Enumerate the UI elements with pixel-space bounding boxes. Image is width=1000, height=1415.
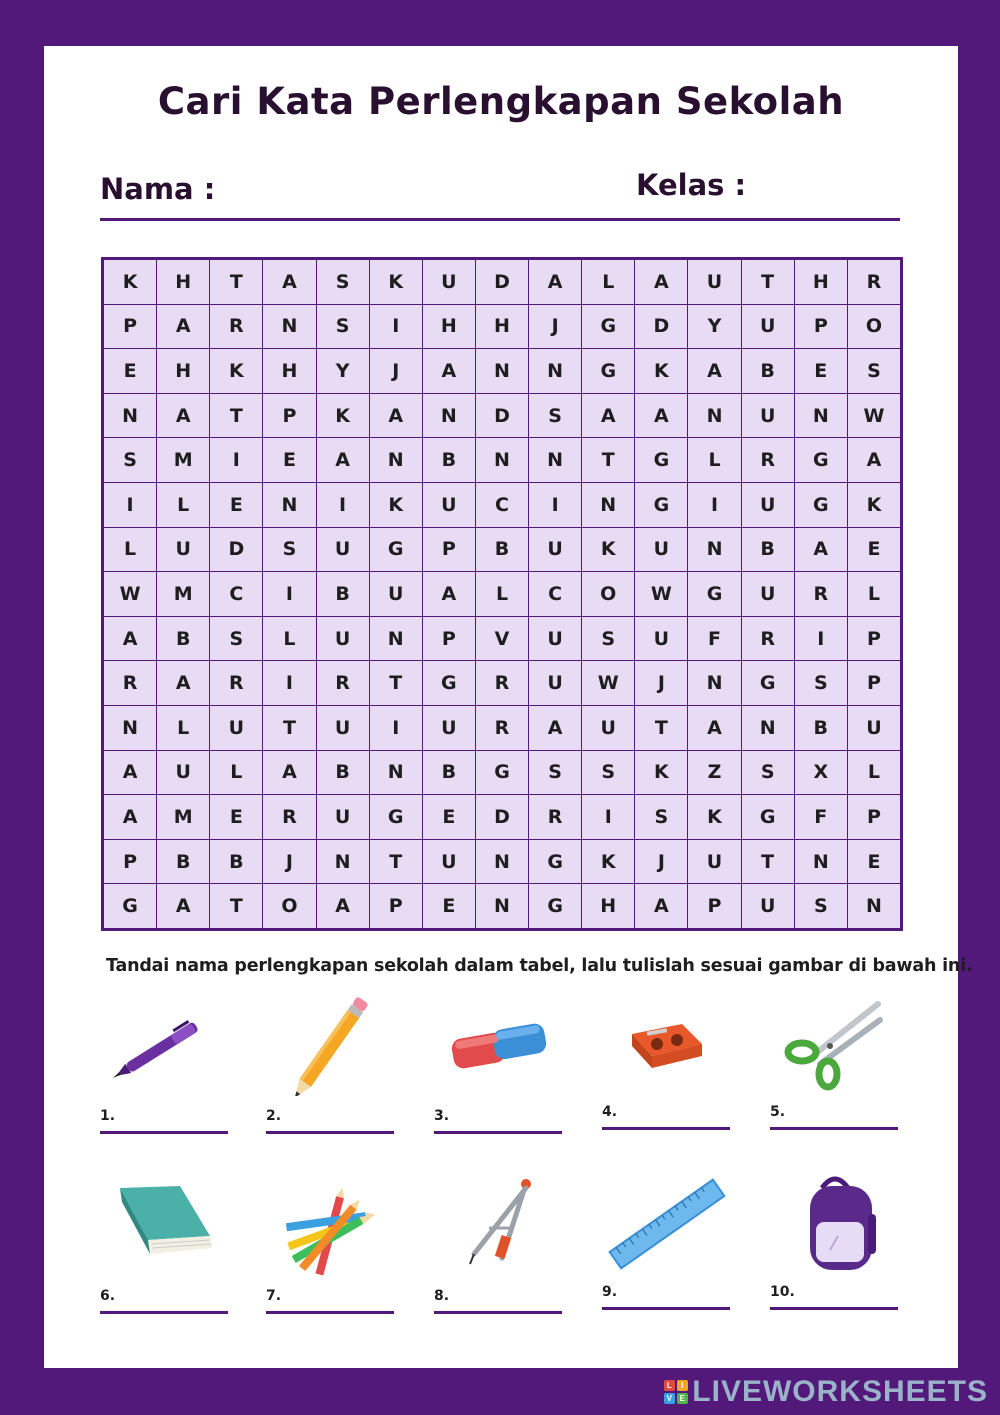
grid-cell[interactable]: I bbox=[210, 438, 262, 482]
grid-cell[interactable]: G bbox=[476, 751, 528, 795]
grid-cell[interactable]: A bbox=[157, 305, 209, 349]
item-number: 8. bbox=[434, 1288, 450, 1304]
watermark bbox=[664, 1375, 988, 1409]
grid-cell[interactable]: A bbox=[848, 438, 900, 482]
grid-cell[interactable]: P bbox=[370, 884, 422, 928]
grid-cell[interactable]: D bbox=[210, 528, 262, 572]
grid-cell[interactable]: B bbox=[742, 349, 794, 393]
grid-cell[interactable]: B bbox=[476, 528, 528, 572]
grid-cell[interactable]: U bbox=[688, 840, 740, 884]
grid-cell[interactable]: S bbox=[317, 260, 369, 304]
grid-cell[interactable]: U bbox=[688, 260, 740, 304]
grid-cell[interactable]: G bbox=[795, 483, 847, 527]
grid-cell[interactable]: K bbox=[635, 751, 687, 795]
grid-cell[interactable]: L bbox=[582, 260, 634, 304]
grid-cell[interactable]: E bbox=[848, 528, 900, 572]
compass-icon bbox=[434, 1176, 564, 1276]
grid-cell[interactable]: I bbox=[688, 483, 740, 527]
grid-cell[interactable]: H bbox=[263, 349, 315, 393]
grid-cell[interactable]: A bbox=[635, 394, 687, 438]
grid-cell[interactable]: W bbox=[848, 394, 900, 438]
grid-cell[interactable]: U bbox=[157, 528, 209, 572]
grid-cell[interactable]: M bbox=[157, 438, 209, 482]
grid-cell[interactable]: G bbox=[423, 661, 475, 705]
answer-field[interactable] bbox=[266, 1108, 394, 1134]
name-class-row bbox=[100, 168, 900, 221]
grid-cell[interactable]: F bbox=[688, 617, 740, 661]
grid-cell[interactable]: P bbox=[263, 394, 315, 438]
answer-field[interactable] bbox=[770, 1284, 898, 1310]
grid-cell[interactable]: N bbox=[795, 394, 847, 438]
grid-cell[interactable]: B bbox=[742, 528, 794, 572]
grid-cell[interactable]: T bbox=[635, 706, 687, 750]
grid-cell[interactable]: R bbox=[742, 438, 794, 482]
grid-cell[interactable]: C bbox=[529, 572, 581, 616]
grid-cell[interactable]: H bbox=[157, 349, 209, 393]
grid-cell[interactable]: P bbox=[104, 305, 156, 349]
grid-cell[interactable]: R bbox=[317, 661, 369, 705]
grid-cell[interactable]: A bbox=[582, 394, 634, 438]
grid-cell[interactable]: A bbox=[688, 349, 740, 393]
grid-cell[interactable]: N bbox=[476, 840, 528, 884]
grid-cell[interactable]: N bbox=[370, 438, 422, 482]
grid-cell[interactable]: H bbox=[476, 305, 528, 349]
grid-cell[interactable]: D bbox=[476, 795, 528, 839]
grid-cell[interactable]: E bbox=[423, 795, 475, 839]
grid-cell[interactable]: K bbox=[688, 795, 740, 839]
grid-cell[interactable]: E bbox=[104, 349, 156, 393]
grid-cell[interactable]: B bbox=[210, 840, 262, 884]
grid-cell[interactable]: C bbox=[210, 572, 262, 616]
grid-cell[interactable]: W bbox=[635, 572, 687, 616]
answer-item-3 bbox=[434, 996, 564, 1136]
grid-cell[interactable]: Y bbox=[688, 305, 740, 349]
answer-item-5 bbox=[770, 994, 900, 1134]
grid-cell[interactable]: T bbox=[742, 840, 794, 884]
grid-cell[interactable]: E bbox=[848, 840, 900, 884]
grid-cell[interactable]: K bbox=[582, 528, 634, 572]
answer-field[interactable] bbox=[602, 1104, 730, 1130]
answer-field[interactable] bbox=[100, 1288, 228, 1314]
grid-cell[interactable]: S bbox=[635, 795, 687, 839]
grid-cell[interactable]: U bbox=[529, 661, 581, 705]
grid-cell[interactable]: N bbox=[688, 394, 740, 438]
grid-cell[interactable]: I bbox=[795, 617, 847, 661]
grid-cell[interactable]: G bbox=[795, 438, 847, 482]
grid-cell[interactable]: U bbox=[848, 706, 900, 750]
grid-cell[interactable]: Y bbox=[317, 349, 369, 393]
grid-cell[interactable]: A bbox=[263, 260, 315, 304]
sharpener-icon bbox=[602, 994, 732, 1094]
grid-cell[interactable]: B bbox=[795, 706, 847, 750]
grid-cell[interactable]: E bbox=[210, 795, 262, 839]
grid-cell[interactable]: G bbox=[582, 305, 634, 349]
grid-cell[interactable]: A bbox=[157, 661, 209, 705]
grid-cell[interactable]: U bbox=[635, 528, 687, 572]
grid-cell[interactable]: G bbox=[742, 661, 794, 705]
grid-cell[interactable]: U bbox=[529, 617, 581, 661]
grid-cell[interactable]: A bbox=[370, 394, 422, 438]
grid-cell[interactable]: U bbox=[423, 706, 475, 750]
watermark-text: LIVEWORKSHEETS bbox=[692, 1375, 988, 1408]
grid-cell[interactable]: K bbox=[104, 260, 156, 304]
book-icon bbox=[100, 1176, 230, 1276]
grid-cell[interactable]: G bbox=[370, 528, 422, 572]
grid-cell[interactable]: N bbox=[476, 349, 528, 393]
answer-item-1 bbox=[100, 996, 230, 1136]
grid-cell[interactable]: U bbox=[529, 528, 581, 572]
grid-cell[interactable]: B bbox=[317, 751, 369, 795]
grid-cell[interactable]: R bbox=[210, 661, 262, 705]
grid-cell[interactable]: L bbox=[210, 751, 262, 795]
grid-cell[interactable]: N bbox=[263, 483, 315, 527]
grid-cell[interactable]: A bbox=[423, 572, 475, 616]
grid-cell[interactable]: J bbox=[635, 840, 687, 884]
grid-cell[interactable]: F bbox=[795, 795, 847, 839]
grid-cell[interactable]: G bbox=[529, 884, 581, 928]
grid-cell[interactable]: K bbox=[635, 349, 687, 393]
grid-cell[interactable]: I bbox=[529, 483, 581, 527]
grid-cell[interactable]: D bbox=[476, 394, 528, 438]
grid-cell[interactable]: J bbox=[370, 349, 422, 393]
grid-cell[interactable]: A bbox=[317, 438, 369, 482]
item-number: 10. bbox=[770, 1284, 795, 1300]
grid-cell[interactable]: R bbox=[104, 661, 156, 705]
grid-cell[interactable]: U bbox=[742, 572, 794, 616]
answer-item-10 bbox=[770, 1174, 900, 1314]
grid-cell[interactable]: O bbox=[582, 572, 634, 616]
page-title: Cari Kata Perlengkapan Sekolah bbox=[157, 80, 845, 123]
grid-cell[interactable]: N bbox=[582, 483, 634, 527]
class-label: Kelas : bbox=[636, 168, 747, 202]
grid-cell[interactable]: R bbox=[476, 706, 528, 750]
grid-cell[interactable]: D bbox=[635, 305, 687, 349]
grid-cell[interactable]: I bbox=[370, 305, 422, 349]
grid-cell[interactable]: G bbox=[635, 483, 687, 527]
grid-cell[interactable]: U bbox=[317, 706, 369, 750]
grid-cell[interactable]: L bbox=[263, 617, 315, 661]
grid-cell[interactable]: O bbox=[848, 305, 900, 349]
grid-cell[interactable]: T bbox=[370, 661, 422, 705]
grid-cell[interactable]: G bbox=[582, 349, 634, 393]
grid-cell[interactable]: U bbox=[742, 884, 794, 928]
grid-cell[interactable]: M bbox=[157, 795, 209, 839]
scissors-icon bbox=[770, 994, 900, 1094]
grid-cell[interactable]: U bbox=[742, 305, 794, 349]
grid-cell[interactable]: K bbox=[317, 394, 369, 438]
grid-cell[interactable]: N bbox=[476, 438, 528, 482]
grid-cell[interactable]: T bbox=[210, 884, 262, 928]
answer-item-2 bbox=[266, 996, 396, 1136]
grid-cell[interactable]: B bbox=[423, 438, 475, 482]
grid-cell[interactable]: A bbox=[157, 394, 209, 438]
grid-cell[interactable]: U bbox=[423, 260, 475, 304]
grid-cell[interactable]: S bbox=[529, 751, 581, 795]
grid-cell[interactable]: L bbox=[476, 572, 528, 616]
grid-cell[interactable]: P bbox=[795, 305, 847, 349]
grid-cell[interactable]: B bbox=[157, 617, 209, 661]
grid-cell[interactable]: W bbox=[582, 661, 634, 705]
grid-cell[interactable]: S bbox=[263, 528, 315, 572]
pen-icon bbox=[100, 996, 230, 1096]
grid-cell[interactable]: T bbox=[370, 840, 422, 884]
grid-cell[interactable]: A bbox=[317, 884, 369, 928]
grid-cell[interactable]: I bbox=[370, 706, 422, 750]
colored-pencils-icon bbox=[266, 1176, 396, 1276]
grid-cell[interactable]: T bbox=[582, 438, 634, 482]
grid-cell[interactable]: A bbox=[104, 751, 156, 795]
answer-field[interactable] bbox=[602, 1284, 730, 1310]
grid-cell[interactable]: N bbox=[263, 305, 315, 349]
grid-cell[interactable]: S bbox=[742, 751, 794, 795]
grid-cell[interactable]: I bbox=[582, 795, 634, 839]
grid-cell[interactable]: U bbox=[742, 483, 794, 527]
grid-cell[interactable]: A bbox=[529, 260, 581, 304]
item-number: 6. bbox=[100, 1288, 116, 1304]
grid-cell[interactable]: A bbox=[423, 349, 475, 393]
grid-cell[interactable]: H bbox=[582, 884, 634, 928]
grid-cell[interactable]: N bbox=[795, 840, 847, 884]
grid-cell[interactable]: R bbox=[476, 661, 528, 705]
grid-cell[interactable]: A bbox=[635, 260, 687, 304]
grid-cell[interactable]: W bbox=[104, 572, 156, 616]
grid-cell[interactable]: P bbox=[848, 661, 900, 705]
grid-cell[interactable]: N bbox=[104, 394, 156, 438]
grid-cell[interactable]: P bbox=[848, 795, 900, 839]
grid-cell[interactable]: V bbox=[476, 617, 528, 661]
grid-cell[interactable]: S bbox=[104, 438, 156, 482]
grid-cell[interactable]: T bbox=[742, 260, 794, 304]
grid-cell[interactable]: N bbox=[423, 394, 475, 438]
grid-cell[interactable]: G bbox=[635, 438, 687, 482]
grid-cell[interactable]: G bbox=[104, 884, 156, 928]
grid-cell[interactable]: L bbox=[848, 572, 900, 616]
answer-field[interactable] bbox=[100, 1108, 228, 1134]
grid-cell[interactable]: U bbox=[317, 528, 369, 572]
grid-cell[interactable]: I bbox=[317, 483, 369, 527]
grid-cell[interactable]: S bbox=[582, 617, 634, 661]
grid-cell[interactable]: H bbox=[423, 305, 475, 349]
answer-item-8 bbox=[434, 1176, 564, 1316]
item-number: 1. bbox=[100, 1108, 116, 1124]
grid-cell[interactable]: N bbox=[104, 706, 156, 750]
grid-cell[interactable]: E bbox=[795, 349, 847, 393]
worksheet bbox=[44, 46, 973, 1368]
grid-cell[interactable]: U bbox=[317, 617, 369, 661]
grid-cell[interactable]: N bbox=[688, 528, 740, 572]
grid-cell[interactable]: I bbox=[104, 483, 156, 527]
grid-cell[interactable]: A bbox=[529, 706, 581, 750]
answer-field[interactable] bbox=[434, 1108, 562, 1134]
grid-cell[interactable]: G bbox=[370, 795, 422, 839]
grid-cell[interactable]: D bbox=[476, 260, 528, 304]
grid-cell[interactable]: T bbox=[210, 394, 262, 438]
answer-item-6 bbox=[100, 1176, 230, 1316]
grid-cell[interactable]: A bbox=[263, 751, 315, 795]
liveworksheets-logo-icon: L I V E bbox=[664, 1380, 688, 1404]
grid-cell[interactable]: J bbox=[529, 305, 581, 349]
item-number: 3. bbox=[434, 1108, 450, 1124]
name-label: Nama : bbox=[100, 172, 216, 206]
grid-cell[interactable]: R bbox=[742, 617, 794, 661]
grid-cell[interactable]: C bbox=[476, 483, 528, 527]
grid-cell[interactable]: K bbox=[370, 483, 422, 527]
grid-cell[interactable]: U bbox=[582, 706, 634, 750]
grid-cell[interactable]: U bbox=[423, 483, 475, 527]
answer-item-9 bbox=[602, 1174, 732, 1314]
item-number: 4. bbox=[602, 1104, 618, 1120]
grid-cell[interactable]: B bbox=[157, 840, 209, 884]
grid-cell[interactable]: L bbox=[157, 483, 209, 527]
grid-cell[interactable]: U bbox=[210, 706, 262, 750]
grid-cell[interactable]: G bbox=[688, 572, 740, 616]
grid-cell[interactable]: S bbox=[210, 617, 262, 661]
grid-cell[interactable]: M bbox=[157, 572, 209, 616]
grid-cell[interactable]: T bbox=[210, 260, 262, 304]
grid-cell[interactable]: N bbox=[688, 661, 740, 705]
grid-cell[interactable]: S bbox=[795, 884, 847, 928]
grid-cell[interactable]: A bbox=[795, 528, 847, 572]
grid-cell[interactable]: U bbox=[370, 572, 422, 616]
grid-cell[interactable]: S bbox=[848, 349, 900, 393]
grid-cell[interactable]: S bbox=[582, 751, 634, 795]
grid-cell[interactable]: S bbox=[529, 394, 581, 438]
grid-cell[interactable]: N bbox=[317, 840, 369, 884]
grid-cell[interactable]: E bbox=[423, 884, 475, 928]
grid-cell[interactable]: S bbox=[795, 661, 847, 705]
item-number: 2. bbox=[266, 1108, 282, 1124]
grid-cell[interactable]: R bbox=[263, 795, 315, 839]
grid-cell[interactable]: K bbox=[582, 840, 634, 884]
grid-cell[interactable]: R bbox=[795, 572, 847, 616]
answer-field[interactable] bbox=[266, 1288, 394, 1314]
grid-cell[interactable]: N bbox=[529, 438, 581, 482]
grid-cell[interactable]: A bbox=[688, 706, 740, 750]
grid-cell[interactable]: J bbox=[263, 840, 315, 884]
grid-cell[interactable]: B bbox=[423, 751, 475, 795]
grid-cell[interactable]: N bbox=[370, 751, 422, 795]
grid-cell[interactable]: J bbox=[635, 661, 687, 705]
grid-cell[interactable]: L bbox=[688, 438, 740, 482]
answer-field[interactable] bbox=[770, 1104, 898, 1130]
grid-cell[interactable]: H bbox=[795, 260, 847, 304]
grid-cell[interactable]: R bbox=[848, 260, 900, 304]
grid-cell[interactable]: N bbox=[476, 884, 528, 928]
grid-cell[interactable]: R bbox=[529, 795, 581, 839]
instruction-text: Tandai nama perlengkapan sekolah dalam tabel, lalu tulislah sesuai gambar di bawah ini. bbox=[106, 956, 973, 976]
grid-cell[interactable]: A bbox=[157, 884, 209, 928]
grid-cell[interactable]: L bbox=[848, 751, 900, 795]
grid-cell[interactable]: U bbox=[742, 394, 794, 438]
grid-cell[interactable]: U bbox=[635, 617, 687, 661]
grid-cell[interactable]: P bbox=[104, 840, 156, 884]
grid-cell[interactable]: I bbox=[263, 572, 315, 616]
item-number: 5. bbox=[770, 1104, 786, 1120]
grid-cell[interactable]: K bbox=[210, 349, 262, 393]
grid-cell[interactable]: G bbox=[529, 840, 581, 884]
grid-cell[interactable]: L bbox=[104, 528, 156, 572]
grid-cell[interactable]: N bbox=[529, 349, 581, 393]
grid-cell[interactable]: Z bbox=[688, 751, 740, 795]
grid-cell[interactable]: A bbox=[104, 795, 156, 839]
grid-cell[interactable]: T bbox=[263, 706, 315, 750]
word-search-grid bbox=[101, 257, 903, 931]
grid-cell[interactable]: I bbox=[263, 661, 315, 705]
ruler-icon bbox=[602, 1174, 732, 1274]
grid-cell[interactable]: S bbox=[317, 305, 369, 349]
answer-item-7 bbox=[266, 1176, 396, 1316]
answer-field[interactable] bbox=[434, 1288, 562, 1314]
grid-cell[interactable]: P bbox=[423, 528, 475, 572]
grid-cell[interactable]: G bbox=[742, 795, 794, 839]
grid-cell[interactable]: U bbox=[423, 840, 475, 884]
backpack-icon bbox=[770, 1174, 900, 1274]
grid-cell[interactable]: A bbox=[104, 617, 156, 661]
grid-cell[interactable]: N bbox=[742, 706, 794, 750]
grid-cell[interactable]: A bbox=[635, 884, 687, 928]
grid-cell[interactable]: N bbox=[370, 617, 422, 661]
grid-cell[interactable]: X bbox=[795, 751, 847, 795]
grid-cell[interactable]: H bbox=[157, 260, 209, 304]
item-number: 9. bbox=[602, 1284, 618, 1300]
grid-cell[interactable]: U bbox=[317, 795, 369, 839]
grid-cell[interactable]: O bbox=[263, 884, 315, 928]
grid-cell[interactable]: E bbox=[210, 483, 262, 527]
grid-cell[interactable]: K bbox=[370, 260, 422, 304]
grid-cell[interactable]: P bbox=[688, 884, 740, 928]
grid-cell[interactable]: U bbox=[157, 751, 209, 795]
item-number: 7. bbox=[266, 1288, 282, 1304]
grid-cell[interactable]: B bbox=[317, 572, 369, 616]
grid-cell[interactable]: K bbox=[848, 483, 900, 527]
grid-cell[interactable]: R bbox=[210, 305, 262, 349]
pencil-icon bbox=[266, 996, 396, 1096]
answer-item-4 bbox=[602, 994, 732, 1134]
grid-cell[interactable]: E bbox=[263, 438, 315, 482]
eraser-icon bbox=[434, 996, 564, 1096]
grid-cell[interactable]: P bbox=[848, 617, 900, 661]
grid-cell[interactable]: L bbox=[157, 706, 209, 750]
grid-cell[interactable]: P bbox=[423, 617, 475, 661]
grid-cell[interactable]: N bbox=[848, 884, 900, 928]
